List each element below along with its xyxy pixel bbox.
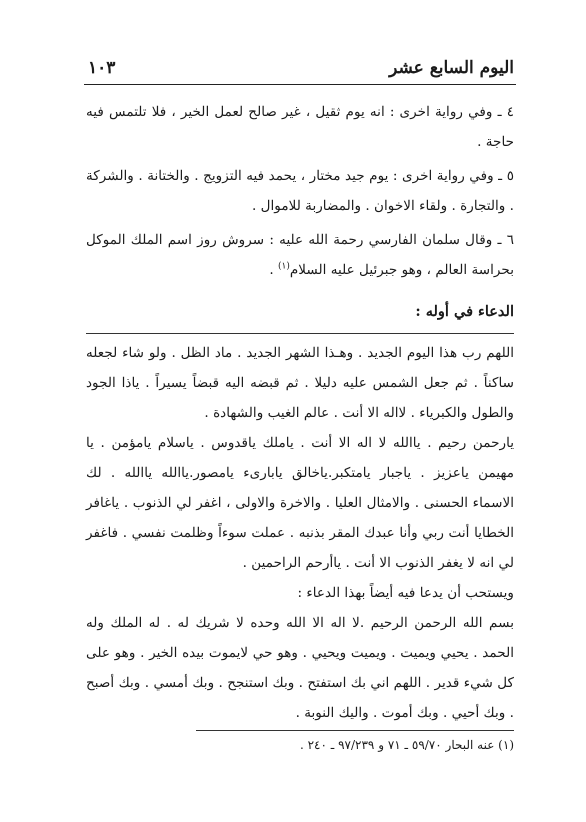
footnote-rule [196,730,514,731]
dua-paragraph-2: يارحمن رحيم . ياالله لا اله الا أنت . ياملك ياقدوس . ياسلام يامؤمن . يا مهيمن ياعزيز . ياجبار يامتكبر.ياخالق يابارىء يامصور.ياالله ياالله . لك الاسماء الحسنى . والامثال العليا . والاخرة والاولى ، اغفر لي الذنوب . ياغافر الخطايا أنت ربي وأنا عبدك المقر بذنبه . عملت سوءاً وظلمت نفسي . فاغفر لي انه لا يغفر الذنوب الا أنت . ياأرحم الراحمين . [86,435,514,571]
section-heading: الدعاء في أوله : [415,303,514,320]
dua-paragraph-3: بسم الله الرحمن الرحيم .لا اله الا الله وحده لا شريك له . له الملك وله الحمد . يحيي ويميت . ويميت ويحيي . وهو حي لايموت بيده الخير . وهو على كل شيء قدير . اللهم اني بك استفتح . وبك استنجح . وبك أمسي . وبك أصبح . وبك أحيي . وبك أموت . واليك النوبة . [86,615,514,721]
dua-intro: ويستحب أن يدعا فيه أيضاً بهذا الدعاء : [297,585,514,601]
header-rule [84,84,516,85]
chapter-title: اليوم السابع عشر [389,58,514,78]
paragraph-6 [86,225,514,285]
dua-paragraph-1: اللهم رب هذا اليوم الجديد . وهـذا الشهر الجديد . ماد الظل . ولو شاء لجعله ساكناً . ثم جعل الشمس عليه دليلا . ثم قبضه اليه قبضاً يسيراً . ياذا الجود والطول والكبرياء . لااله الا أنت . عالم الغيب والشهادة . [86,345,514,421]
footnote-reference: (١) [277,261,290,272]
footnote: (١) عنه البحار ٥٩/٧٠ ـ ٧١ و ٩٧/٢٣٩ ـ ٢٤٠ . [299,738,514,752]
section-rule [86,333,514,334]
paragraph-5: ٥ ـ وفي رواية اخرى : يوم جيد مختار ، يحمد فيه التزويج . والختانة . والشركة . والتجارة . ولقاء الاخوان . والمضاربة للاموال . [86,168,514,214]
paragraph-6-end: . [269,262,278,278]
paragraph-6-text: ٦ ـ وقال سلمان الفارسي رحمة الله عليه : سروش روز اسم الملك الموكل بحراسة العالم ، وهو جبرئيل عليه السلام [86,232,514,278]
page-header [86,56,514,84]
page-number: ١٠٣ [88,58,116,78]
page-body [86,97,514,728]
paragraph-4: ٤ ـ وفي رواية اخرى : انه يوم ثقيل ، غير صالح لعمل الخير ، فلا تلتمس فيه حاجة . [86,104,514,150]
